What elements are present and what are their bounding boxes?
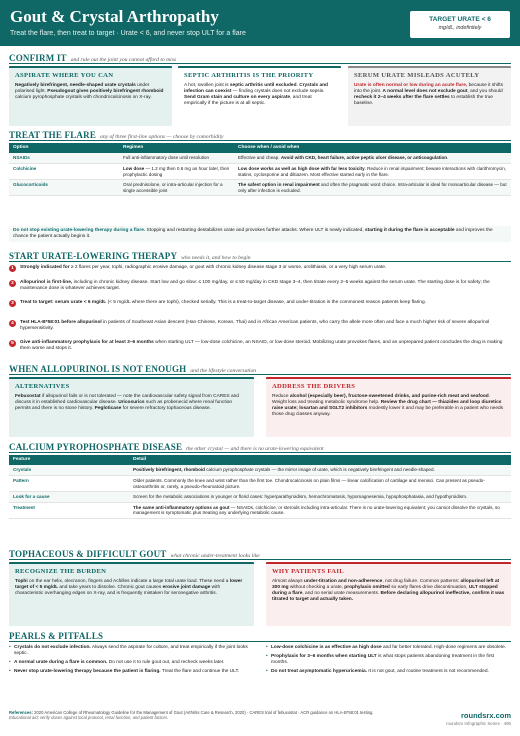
pearl-item: • Do not treat asymptomatic hyperuricemia. It is not gout, and routine treatment is not recommended. xyxy=(266,669,511,675)
drivers-box xyxy=(266,377,511,437)
ult-step: 3 Treat to target: serum urate < 6 mg/dL (< 5 mg/dL where there are tophi), checked serially. This is a treat-to-target disease, and under-titration is the commonest reason patients keep flaring. xyxy=(9,300,511,306)
table-cell: Low dose — 1.2 mg then 0.6 mg an hour later, then prophylactic dosing xyxy=(119,164,234,180)
ult-step: 5 Give anti-inflammatory prophylaxis for at least 3–6 months when starting ULT — low-dose colchicine, an NSAID, or low-dose steroid. Mobilizing urate provokes flares, and an unprepared patient concludes the drug is making them worse and stops it. xyxy=(9,340,511,352)
table-cell: Low dose works as well as high dose with far less toxicity. Reduce in renal impairment; beware interactions with clarithromycin, statins, cyclosporine and diltiazem. Most effective started early in the flare. xyxy=(234,164,511,180)
table-cell: Positively birefringent, rhomboid calcium pyrophosphate crystals — the mirror image of urate, which is negatively birefringent and needle-shaped. xyxy=(129,465,511,475)
ult-step: 2 Allopurinol is first-line, including in chronic kidney disease. Start low and go slow: ≤ 100 mg/day, or ≤ 50 mg/day in CKD stage 3–4, then titrate every 2–5 weeks against the serum urate. The starting dose is for safety; the maintenance dose is whatever achieves target. xyxy=(9,280,511,292)
table-cell: Treatment xyxy=(9,502,129,518)
table-cell: Oral prednisolone, or intra-articular injection for a single accessible joint xyxy=(119,180,234,196)
box-title: ASPIRATE WHERE YOU CAN xyxy=(15,72,114,79)
step-number: 4 xyxy=(9,320,16,327)
box-body: Reduce alcohol (especially beer), fructose-sweetened drinks, and purine-rich meat and seafood. Weight loss and treating metabolic syndrome help. Review the drug chart — thiazides and loop diuretics raise urate; losartan and SGLT2 inhibitors modestly lower it and may be preferable in a patient who needs those drug classes anyway. xyxy=(272,393,504,418)
table-row xyxy=(9,164,511,180)
table-header-row xyxy=(9,455,511,465)
table-cell: Pattern xyxy=(9,476,129,492)
section-cppd xyxy=(9,441,511,452)
flare-note: Do not stop existing urate-lowering therapy during a flare. Stopping and restarting destabilizes urate and provokes further attacks. Where ULT is newly indicated, starting it during the flare is acceptable and improves the chance the patient actually begins it. xyxy=(9,226,511,242)
box-body: A hot, swollen joint is septic arthritis until excluded. Crystals and infection can coexist — finding crystals does not exclude sepsis. Send Gram stain and culture on every aspirate, and treat empirically if the picture is at all septic. xyxy=(184,82,328,107)
column-header: Detail xyxy=(129,455,511,465)
section-rule xyxy=(9,559,511,560)
page-footer xyxy=(9,708,511,732)
table-cell: NSAIDs xyxy=(9,153,119,163)
table-row xyxy=(9,502,511,518)
section-allopurinol xyxy=(9,363,511,374)
table-row xyxy=(9,476,511,492)
pearls-right xyxy=(266,645,511,678)
aspirate-box xyxy=(9,66,172,126)
page-subtitle: Treat the flare, then treat to target · Urate < 6, and never stop ULT for a flare xyxy=(10,30,246,37)
pearl-item: • Never stop urate-lowering therapy because the patient is flaring. Treat the flare and continue the ULT. xyxy=(9,669,254,675)
section-ult xyxy=(9,250,511,261)
table-header-row xyxy=(9,143,511,153)
section-rule xyxy=(9,641,511,642)
serum-box xyxy=(348,66,511,126)
section-subheading: what chronic under-treatment looks like xyxy=(170,553,260,559)
box-body: Urate is often normal or low during an acute flare, because it shifts into the joint. A normal level does not exclude gout, and you should recheck it 2–4 weeks after the flare settles to establish the true baseline. xyxy=(354,82,504,107)
step-number: 3 xyxy=(9,300,16,307)
section-confirm xyxy=(9,52,511,63)
section-tophi xyxy=(9,548,511,559)
box-title: SERUM URATE MISLEADS ACUTELY xyxy=(354,72,480,79)
burden-box xyxy=(9,562,254,626)
column-header: Regimen xyxy=(119,143,234,153)
section-subheading: and the lifestyle conversation xyxy=(190,368,257,374)
table-row xyxy=(9,492,511,503)
table-cell: Colchicine xyxy=(9,164,119,180)
pearl-item: • Prophylaxis for 3–6 months when starting ULT is what stops patients abandoning treatment in the first months. xyxy=(266,654,511,666)
section-heading: PEARLS & PITFALLS xyxy=(9,631,104,641)
column-header: Choose when / avoid when xyxy=(234,143,511,153)
column-header: Option xyxy=(9,143,119,153)
section-flare xyxy=(9,129,511,140)
pearl-item: • Crystals do not exclude infection. Always send the aspirate for culture, and treat empirically if the joint looks septic. xyxy=(9,645,254,657)
page-header xyxy=(0,0,520,46)
pearl-item: • A normal urate during a flare is common. Do not use it to rule gout out, and recheck weeks later. xyxy=(9,660,254,666)
table-row xyxy=(9,180,511,196)
pearls-left xyxy=(9,645,254,678)
box-body: Tophi on the ear helix, olecranon, fingers and Achilles indicate a large total urate load. These need a lower target of < 5 mg/dL and take years to dissolve. Chronic gout causes erosive joint damage with characteristic overhanging edges on X-ray, and is frequently mistaken for seronegative arthritis. xyxy=(15,578,243,597)
step-number: 1 xyxy=(9,265,16,272)
target-urate-badge xyxy=(410,11,510,38)
flare-table xyxy=(9,143,511,196)
table-cell: Glucocorticoids xyxy=(9,180,119,196)
cppd-table xyxy=(9,455,511,519)
section-rule xyxy=(9,63,511,64)
fail-box xyxy=(266,562,511,626)
section-subheading: any of three first-line options — choose by comorbidity xyxy=(100,134,224,140)
box-title: SEPTIC ARTHRITIS IS THE PRIORITY xyxy=(184,72,314,79)
table-cell: Screen for the metabolic associations in younger or florid cases: hyperparathyroidism, hemochromatosis, hypomagnesemia, hypophosphatasia, and hypothyroidism. xyxy=(129,492,511,503)
section-heading: CALCIUM PYROPHOSPHATE DISEASE xyxy=(9,442,183,452)
step-number: 2 xyxy=(9,280,16,287)
disclaimer: Educational aid; verify doses against local protocol, renal function, and patient factors. xyxy=(9,715,169,721)
table-cell: Full anti-inflammatory dose until resolution xyxy=(119,153,234,163)
column-header: Feature xyxy=(9,455,129,465)
section-subheading: and rule out the joint you cannot afford to miss xyxy=(70,57,177,63)
target-unit: mg/dL, indefinitely xyxy=(438,25,482,31)
box-title: WHY PATIENTS FAIL xyxy=(272,568,344,575)
section-heading: TOPHACEOUS & DIFFICULT GOUT xyxy=(9,549,167,559)
box-title: ADDRESS THE DRIVERS xyxy=(272,383,356,390)
pearl-item: • Low-dose colchicine is as effective as high dose and far better tolerated. High-dose regimens are obsolete. xyxy=(266,645,511,651)
section-heading: TREAT THE FLARE xyxy=(9,130,97,140)
box-title: ALTERNATIVES xyxy=(15,383,70,390)
section-rule xyxy=(9,452,511,453)
section-rule xyxy=(9,140,511,141)
table-cell: Effective and cheap. Avoid with CKD, heart failure, active peptic ulcer disease, or anticoagulation. xyxy=(234,153,511,163)
table-row xyxy=(9,153,511,163)
references: References: 2020 American College of Rheumatology Guideline for the Management of Gout (Arthritis Care & Research, 2020) · CARES trial of febuxostat · ACR guidance on HLA-B*58:01 testing. Educational aid; verify doses against local protocol, renal function, and patient factors. xyxy=(9,710,374,721)
box-title: RECOGNIZE THE BURDEN xyxy=(15,568,107,575)
table-cell: Crystals xyxy=(9,465,129,475)
section-rule xyxy=(9,261,511,262)
section-rule xyxy=(9,374,511,375)
table-cell: The same anti-inflammatory options as gout — NSAIDs, colchicine, or steroids including intra-articular. There is no urate-lowering equivalent; you cannot dissolve the crystals, so management is symptomatic plus treating any underlying metabolic cause. xyxy=(129,502,511,518)
section-heading: WHEN ALLOPURINOL IS NOT ENOUGH xyxy=(9,364,187,374)
box-body: Febuxostat if allopurinol fails or is not tolerated — note the cardiovascular safety signal from CARES and discuss it in established cardiovascular disease. Uricosurics such as probenecid where renal function permits and there is no stone history. Pegloticase for severe refractory tophaceous disease. xyxy=(15,393,239,412)
step-number: 5 xyxy=(9,340,16,347)
table-cell: Look for a cause xyxy=(9,492,129,503)
section-heading: CONFIRM IT xyxy=(9,53,67,63)
septic-box xyxy=(178,66,341,126)
series-label: roundsrx Infographic Series · 495 xyxy=(446,721,511,726)
table-cell: The safest option in renal impairment and often the pragmatic word choice. Intra-articular is ideal for monoarticular disease — but only after infection is excluded. xyxy=(234,180,511,196)
section-subheading: who needs it, and how to begin xyxy=(181,255,251,261)
section-pearls xyxy=(9,630,511,641)
box-body: Negatively birefringent, needle-shaped urate crystals under polarised light. Pseudogout gives positively birefringent rhomboid calcium pyrophosphate crystals with chondrocalcinosis on X-ray. xyxy=(15,82,164,101)
table-row xyxy=(9,465,511,475)
ult-step: 4 Test HLA-B*58:01 before allopurinol in patients of Southeast Asian descent (Han Chinese, Korean, Thai) and in African American patients, who carry the allele more often and face a much higher risk of severe allopurinol hypersensitivity. xyxy=(9,320,511,332)
section-heading: START URATE-LOWERING THERAPY xyxy=(9,251,178,261)
page-title: Gout & Crystal Arthropathy xyxy=(10,7,219,26)
alternatives-box xyxy=(9,377,254,437)
section-subheading: the other crystal — and there is no urate-lowering equivalent xyxy=(186,446,324,452)
ult-step: 1 Strongly indicated for ≥ 2 flares per year, tophi, radiographic erosive damage, or gout with chronic kidney disease stage 3 or worse, urolithiasis, or a very high serum urate. xyxy=(9,265,511,271)
table-cell: Older patients. Commonly the knee and wrist rather than the first toe. Chondrocalcinosis on plain films — linear calcification of cartilage and menisci. Can present as pseudo-osteoarthritis or, rarely, a pseudo-rheumatoid picture. xyxy=(129,476,511,492)
target-label: TARGET URATE < 6 xyxy=(429,16,491,23)
box-body: Almost always under-titration and non-adherence, not drug failure. Common patterns: allopurinol left at 300 mg without checking a urate, prophylaxis omitted so early flares drive discontinuation, ULT stopped during a flare, and no serial urate measurements. Before declaring allopurinol ineffective, confirm it was titrated to target and actually taken. xyxy=(272,578,505,603)
brand-link[interactable]: roundsrx.com xyxy=(460,711,511,720)
